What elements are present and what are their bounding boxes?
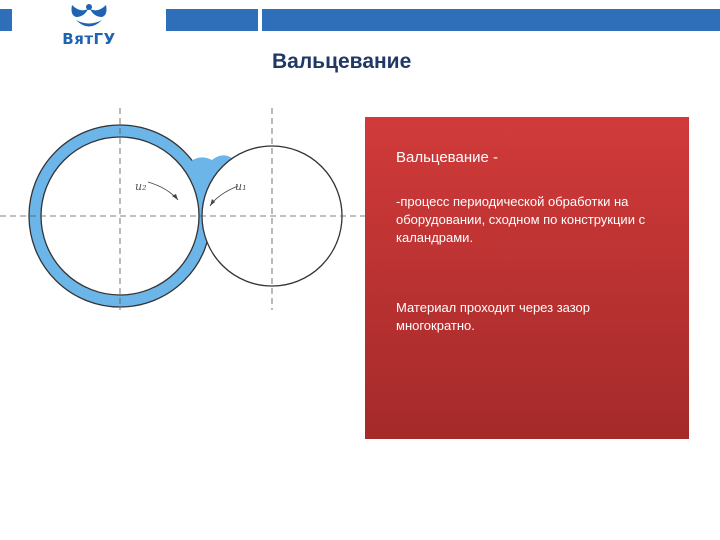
definition-panel bbox=[365, 117, 689, 439]
header-bar-left bbox=[0, 9, 12, 31]
rolling-mill-diagram bbox=[0, 100, 365, 310]
header-bar-right bbox=[262, 9, 720, 31]
logo-text: ВятГУ bbox=[62, 30, 116, 48]
right-roll-speed-label: u₁ bbox=[235, 180, 247, 193]
logo bbox=[18, 0, 160, 48]
definition-text: -процесс периодической обработки на оборудовании, сходном по конструкции с каландрами. bbox=[396, 194, 646, 245]
panel-heading: Вальцевание - bbox=[396, 149, 498, 166]
vyatgu-logo-icon bbox=[66, 3, 112, 31]
slide-title: Вальцевание bbox=[272, 50, 412, 73]
note-text-end: . bbox=[471, 318, 475, 333]
note-text-main: Материал проходит через зазор bbox=[396, 300, 591, 315]
note-text bbox=[396, 299, 671, 335]
header-bar-middle bbox=[166, 9, 258, 31]
note-text-emphasis: многократно bbox=[396, 318, 472, 333]
left-roll-speed-label: u₂ bbox=[135, 180, 147, 193]
